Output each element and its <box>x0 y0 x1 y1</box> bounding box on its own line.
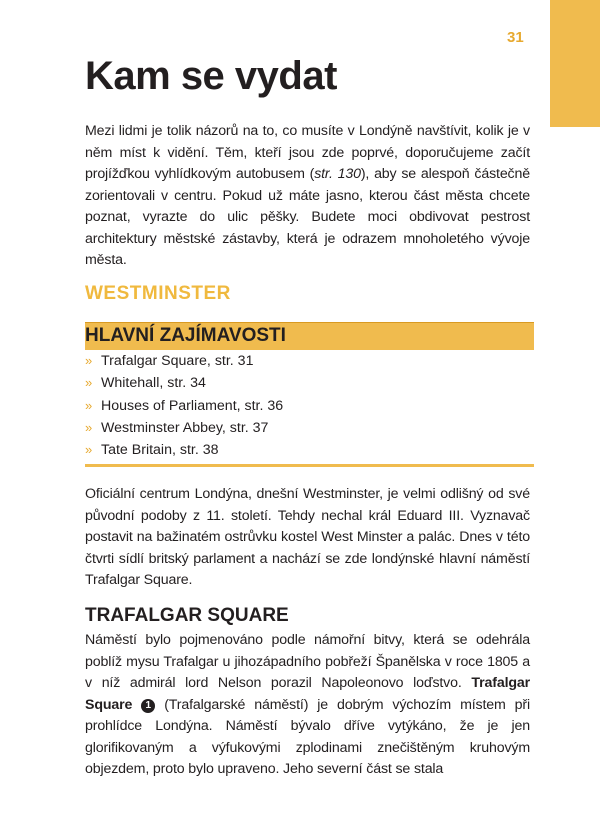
intro-page-reference: str. 130 <box>314 166 361 182</box>
highlight-text: Trafalgar Square, str. 31 <box>101 353 254 369</box>
list-item <box>85 372 283 394</box>
bullet-icon: » <box>85 419 93 435</box>
district-heading: WESTMINSTER <box>85 283 231 304</box>
bullet-icon: » <box>85 353 93 368</box>
trafalgar-text-b: (Trafalgarské náměstí) je dobrým výchozím místem při prohlídce Londýna. Náměstí bývalo dříve vytýkáno, že je jen glorifikovaným a výfukovými zplodinami znečištěným kruhovým objezdem, proto bylo upraveno. Jeho severní část se stala <box>85 696 531 777</box>
highlights-list <box>85 350 283 461</box>
highlight-text: Whitehall, str. 34 <box>101 375 206 392</box>
highlights-box-rule <box>85 464 534 467</box>
highlight-text: Houses of Parliament, str. 36 <box>101 397 284 414</box>
chapter-tab <box>550 0 600 127</box>
highlights-heading: HLAVNÍ ZAJÍMAVOSTI <box>85 325 286 346</box>
trafalgar-text-a: Náměstí bylo pojmenováno podle námořní bitvy, která se odehrála poblíž mysu Trafalgar u jihozápadního pobřeží Španělska v roce 1805 a v níž admirál lord Nelson porazil Napoleonovo loďstvo. <box>85 632 530 691</box>
intro-text-b: ), aby se alespoň částečně zorientovali v centru. Pokud už máte jasno, kterou část města chcete poznat, vyrazte do ulic pěšky. Budete moci obdivovat pestrost architektury městské zástavby, která je odrazem mnoholetého vývoje města. <box>85 166 530 268</box>
highlight-text: Tate Britain, str. 38 <box>101 442 219 459</box>
list-item <box>85 395 283 417</box>
highlight-text: Westminster Abbey, str. 37 <box>101 419 269 436</box>
bullet-icon: » <box>85 442 93 458</box>
intro-text-a: Mezi lidmi je tolik názorů na to, co musíte v Londýně navštívit, kolik je v něm míst k vidění. Těm, kteří jsou zde poprvé, doporučujeme začít projížďkou vyhlídkovým autobusem ( <box>85 123 530 182</box>
intro-paragraph <box>85 121 530 272</box>
bullet-icon: » <box>85 375 93 391</box>
list-item <box>85 439 283 461</box>
page-number: 31 <box>507 29 524 46</box>
trafalgar-paragraph <box>85 630 530 781</box>
bullet-icon: » <box>85 397 93 413</box>
list-item <box>85 417 283 439</box>
trafalgar-heading: TRAFALGAR SQUARE <box>85 605 289 626</box>
map-marker-1-icon: 1 <box>141 699 155 713</box>
page-title: Kam se vydat <box>85 54 337 98</box>
westminster-paragraph: Oficiální centrum Londýna, dnešní Westminster, je velmi odlišný od své původní podoby z 11. století. Tehdy nechal král Eduard III. Vyznavač postavit na bažinatém ostrůvku kostel West Minster a palác. Dnes v této čtvrti sídlí britský parlament a nachází se zde londýnské hlavní náměstí Trafalgar Square. <box>85 486 530 588</box>
trafalgar-bold-term: Trafalgar Square <box>85 675 530 713</box>
highlights-box-header <box>85 322 534 350</box>
list-item <box>85 350 283 372</box>
